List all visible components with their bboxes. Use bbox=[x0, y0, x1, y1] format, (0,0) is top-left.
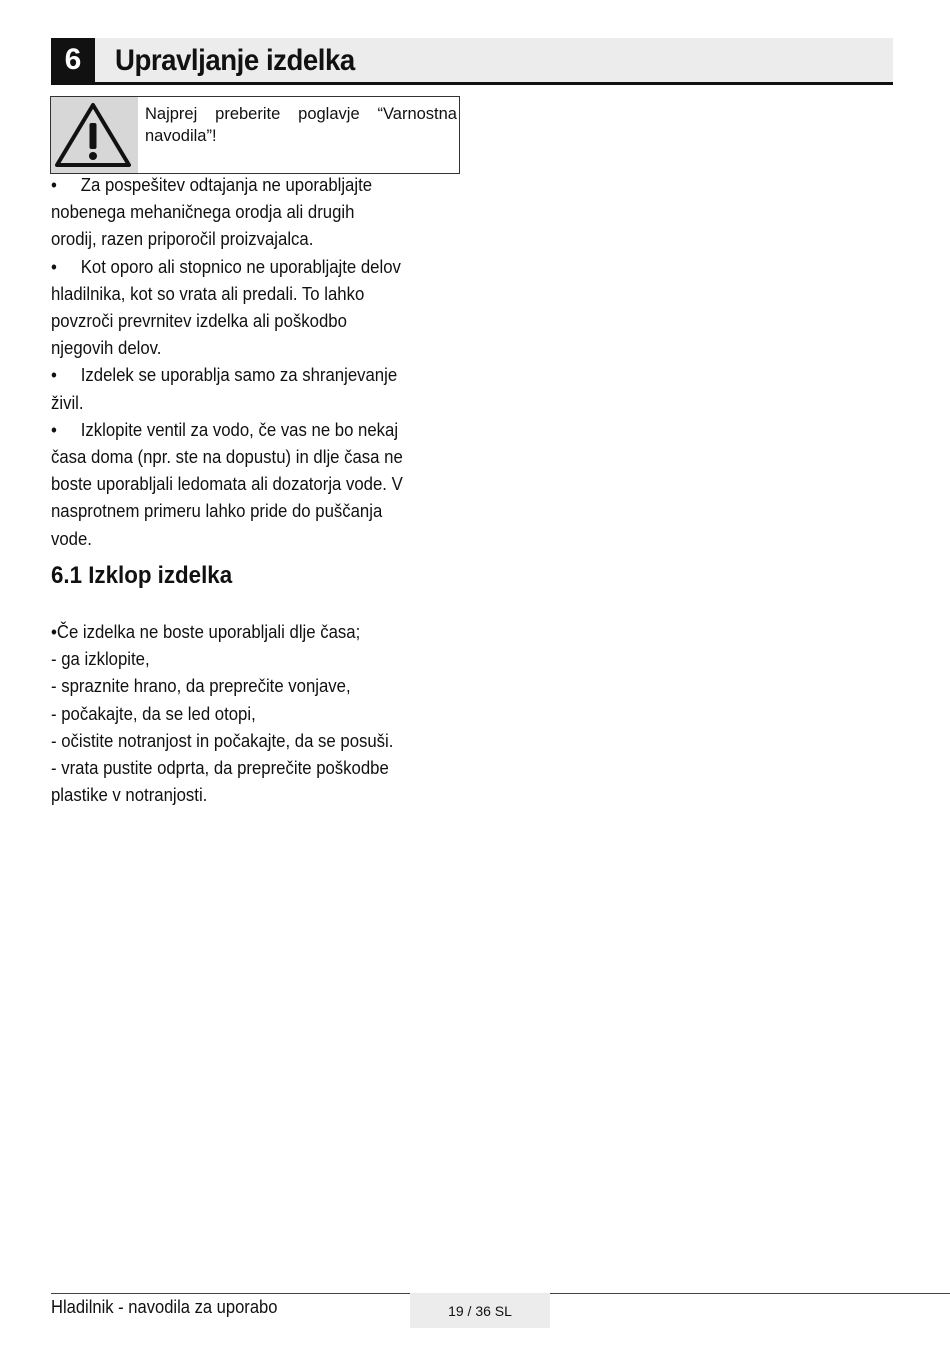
warning-box bbox=[50, 96, 460, 174]
warning-icon-cell bbox=[51, 97, 138, 173]
step-item: - očistite notranjost in počakajte, da se posuši. bbox=[51, 730, 394, 751]
page-number: 19 / 36 SL bbox=[410, 1293, 550, 1328]
bullet-marker: • bbox=[51, 175, 57, 195]
footer-title: Hladilnik - navodila za uporabo bbox=[51, 1297, 278, 1317]
section-body bbox=[51, 619, 404, 809]
warning-triangle-icon bbox=[53, 101, 133, 169]
step-item: - vrata pustite odprta, da preprečite poškodbe plastike v notranjosti. bbox=[51, 758, 389, 806]
step-item: - spraznite hrano, da preprečite vonjave, bbox=[51, 676, 351, 697]
bullet-marker: • bbox=[51, 365, 57, 386]
bullet-list bbox=[51, 172, 404, 553]
step-item: - počakajte, da se led otopi, bbox=[51, 703, 256, 724]
bullet-marker: • bbox=[51, 256, 57, 277]
list-item: • Izdelek se uporablja samo za shranjevanje živil. bbox=[51, 362, 404, 416]
chapter-title: Upravljanje izdelka bbox=[115, 44, 355, 77]
chapter-number: 6 bbox=[51, 38, 95, 82]
list-item: • Za pospešitev odtajanja ne uporabljajte nobenega mehaničnega orodja ali drugih orodij, razen priporočil proizvajalca. bbox=[51, 172, 404, 254]
bullet-marker: • bbox=[51, 419, 57, 440]
list-item: • Izklopite ventil za vodo, če vas ne bo nekaj časa doma (npr. ste na dopustu) in dlje časa ne boste uporabljali ledomata ali dozatorja vode. V nasprotnem primeru lahko pride do puščanja vode. bbox=[51, 417, 404, 553]
step-item: - ga izklopite, bbox=[51, 649, 150, 670]
warning-text: Najprej preberite poglavje “Varnostna navodila”! bbox=[145, 105, 457, 145]
list-item: • Kot oporo ali stopnico ne uporabljajte delov hladilnika, kot so vrata ali predali. To lahko povzroči prevrnitev izdelka ali poškodbo njegovih delov. bbox=[51, 254, 404, 363]
section-title: 6.1 Izklop izdelka bbox=[51, 562, 233, 589]
chapter-header bbox=[51, 38, 893, 85]
section-intro: •Če izdelka ne boste uporabljali dlje časa; bbox=[51, 622, 361, 642]
